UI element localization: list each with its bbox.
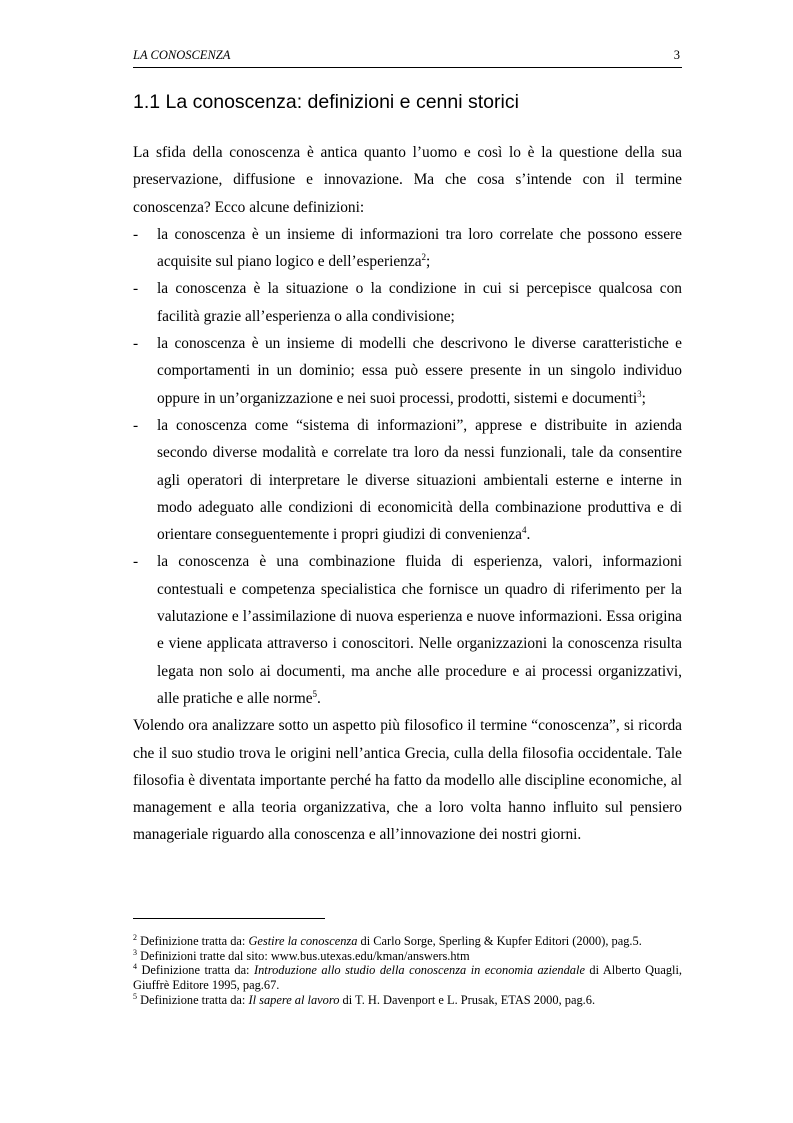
definition-tail: ; [426,253,431,271]
footnote-number: 4 [133,962,137,972]
footnote [133,949,682,964]
footnote-text: di Carlo Sorge, Sperling & Kupfer Editori (2000), pag.5. [357,934,642,948]
footnote-text: di Alberto Quagli, Giuffrè Editore 1995, pag.67. [133,963,683,993]
footnote-text: Definizione tratta da: [137,934,249,948]
footnote [133,934,682,949]
footnote [133,963,682,992]
footnote [133,993,682,1008]
definition-text: la conoscenza come “sistema di informazioni”, apprese e distribuite in azienda secondo diverse modalità e correlate tra loro da nessi funzionali, tale da consentire agli operatori di interpretare le diverse situazioni ambientali esterne e interne in modo adeguato alle condizioni di economicità della combinazione produttiva e di orientare conseguentemente i propri giudizi di convenienza [157,416,682,544]
definition-text: la conoscenza è la situazione o la condizione in cui si percepisce qualcosa con facilità grazie all’esperienza o alla condivisione; [157,280,682,325]
body-text [133,139,682,849]
bullet-dash: - [133,225,139,243]
definition-item [133,275,682,330]
definition-tail: ; [641,389,646,407]
definition-text: la conoscenza è un insieme di modelli che descrivono le diverse caratteristiche e comportamenti in un dominio; essa può essere presente in un singolo individuo oppure in un’organizzazione e nei suoi processi, prodotti, sistemi e documenti [157,335,682,407]
footnote-number: 3 [133,947,137,957]
definition-text: la conoscenza è un insieme di informazioni tra loro correlate che possono essere acquisite sul piano logico e dell’esperienza [157,225,682,271]
footnote-text: Definizione tratta da: [137,992,249,1007]
page-number: 3 [673,48,680,62]
footnote-number: 2 [133,933,137,942]
footnote-number: 5 [133,991,137,1001]
definition-text: la conoscenza è una combinazione fluida di esperienza, valori, informazioni contestuali e competenza specialistica che fornisce un quadro di riferimento per la valutazione e l’assimilazione di nuova esperienza e nuove informazioni. Essa origina e viene applicata attraverso i conoscitori. Nelle organizzazioni la conoscenza risulta legata non solo ai documenti, ma anche alle procedure e ai processi organizzativi, alle pratiche e alle norme [157,553,682,707]
definition-item [133,412,682,548]
cited-title: Il sapere al lavoro [248,992,340,1007]
definition-item [133,548,682,712]
definition-tail: . [317,689,321,707]
footnote-ref[interactable]: 4 [521,525,527,536]
footnote-text: Definizioni tratte dal sito: www.bus.utexas.edu/kman/answers.htm [137,948,470,963]
definition-tail: . [526,526,531,544]
intro-paragraph: La sfida della conoscenza è antica quanto l’uomo e così lo è la questione della sua preservazione, diffusione e innovazione. Ma che cosa s’intende con il termine conoscenza? Ecco alcune definizioni: [133,144,682,216]
definition-item [133,330,682,412]
footnotes [133,934,682,1008]
definition-item [133,221,682,276]
bullet-dash: - [133,335,139,353]
footnote-text: di T. H. Davenport e L. Prusak, ETAS 2000, pag.6. [339,992,596,1007]
bullet-dash: - [133,280,139,298]
footnote-ref[interactable]: 3 [637,388,642,399]
cited-title: Gestire la conoscenza [248,934,358,948]
bullet-dash: - [133,553,139,571]
cited-title: Introduzione allo studio della conoscenza in economia aziendale [253,963,585,978]
definition-list [133,221,682,712]
footnote-text: Definizione tratta da: [137,963,254,978]
closing-paragraph: Volendo ora analizzare sotto un aspetto più filosofico il termine “conoscenza”, si ricorda che il suo studio trova le origini nell’antica Grecia, culla della filosofia occidentale. Tale filosofia è diventata importante perché ha fatto da modello alle discipline economiche, al management e alla teoria organizzativa, che a loro volta hanno influito sul pensiero manageriale riguardo alla conoscenza e all’innovazione dei nostri giorni. [133,717,682,844]
page-header [133,47,682,68]
bullet-dash: - [133,416,139,434]
footnote-ref[interactable]: 2 [421,252,427,263]
footnote-ref[interactable]: 5 [312,688,318,699]
running-title: LA CONOSCENZA [133,48,231,62]
section-title: 1.1 La conoscenza: definizioni e cenni storici [133,91,519,113]
footnote-divider [133,918,325,919]
